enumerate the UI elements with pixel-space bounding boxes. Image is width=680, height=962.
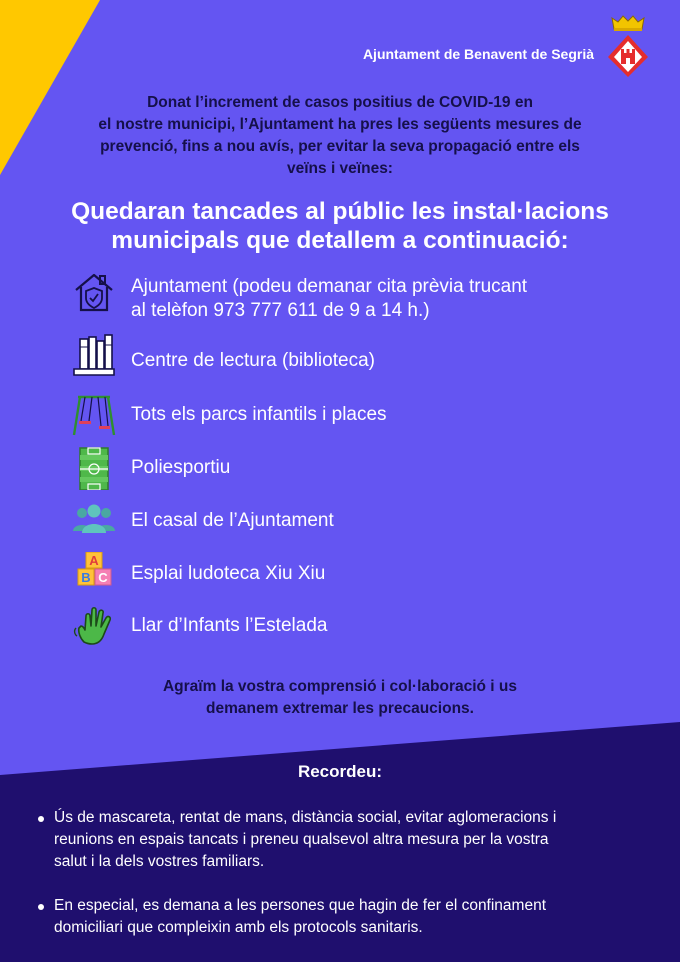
people-group-icon [72,499,116,543]
facility-item-nursery [72,604,632,648]
reminder-bullet [38,807,638,873]
thanks-line: demanem extremar les precaucions. [206,700,474,717]
headline-line: Quedaran tancades al públic les instal·lacions [71,198,609,225]
facility-label: El casal de l’Ajuntament [131,510,334,531]
headline-line: municipals que detallem a continuació: [111,227,569,254]
thanks-line: Agraïm la vostra comprensió i col·laboració i us [162,678,518,695]
facility-label: Tots els parcs infantils i places [131,404,387,425]
intro-text [60,92,620,180]
intro-line: prevenció, fins a nou avís, per evitar la seva propagació entre els [100,138,580,155]
facility-label: Poliesportiu [131,457,231,478]
headline [0,197,680,255]
facility-item-town-hall [72,270,632,321]
facility-item-library [72,333,632,377]
intro-line: Donat l’increment de casos positius de COVID-19 en [147,94,533,111]
facility-item-sports-center [72,446,632,490]
bullet-line: salut i la dels vostres familiars. [54,853,265,870]
bullet-dot [38,904,44,910]
facility-label: al telèfon 973 777 611 de 9 a 14 h.) [131,300,430,321]
thanks-text [90,676,590,720]
svg-text:A: A [89,553,99,568]
abc-blocks-icon [72,552,116,596]
facility-item-parks [72,393,632,437]
reminder-title: Recordeu: [297,762,383,781]
facility-label: Esplai ludoteca Xiu Xiu [131,563,326,584]
hand-print-icon [72,604,116,648]
books-icon [72,333,116,377]
coat-of-arms-icon [606,14,650,78]
organization-name: Ajuntament de Benavent de Segrià [362,46,594,62]
swing-icon [72,393,116,437]
bullet-line: En especial, es demana a les persones que hagin de fer el confinament [54,897,547,914]
bullet-line: Ús de mascareta, rentat de mans, distància social, evitar aglomeracions i [54,809,557,826]
sports-field-icon [72,446,116,490]
svg-text:C: C [98,570,108,585]
town-hall-icon [72,270,116,314]
bullet-line: reunions en espais tancats i preneu qualsevol altra mesura per la vostra [54,831,549,848]
intro-line: el nostre municipi, l’Ajuntament ha pres les següents mesures de [98,116,582,133]
facility-label: Ajuntament (podeu demanar cita prèvia trucant [131,276,528,297]
facility-item-community-hall [72,499,632,543]
bullet-dot [38,816,44,822]
facility-label: Centre de lectura (biblioteca) [131,350,375,371]
svg-text:B: B [81,570,91,585]
bullet-line: domiciliari que compleixin amb els protocols sanitaris. [54,919,423,936]
facility-item-playgroup [72,552,632,596]
reminder-bullet [38,895,638,939]
intro-line: veïns i veïnes: [287,160,393,177]
facility-label: Llar d’Infants l’Estelada [131,615,328,636]
